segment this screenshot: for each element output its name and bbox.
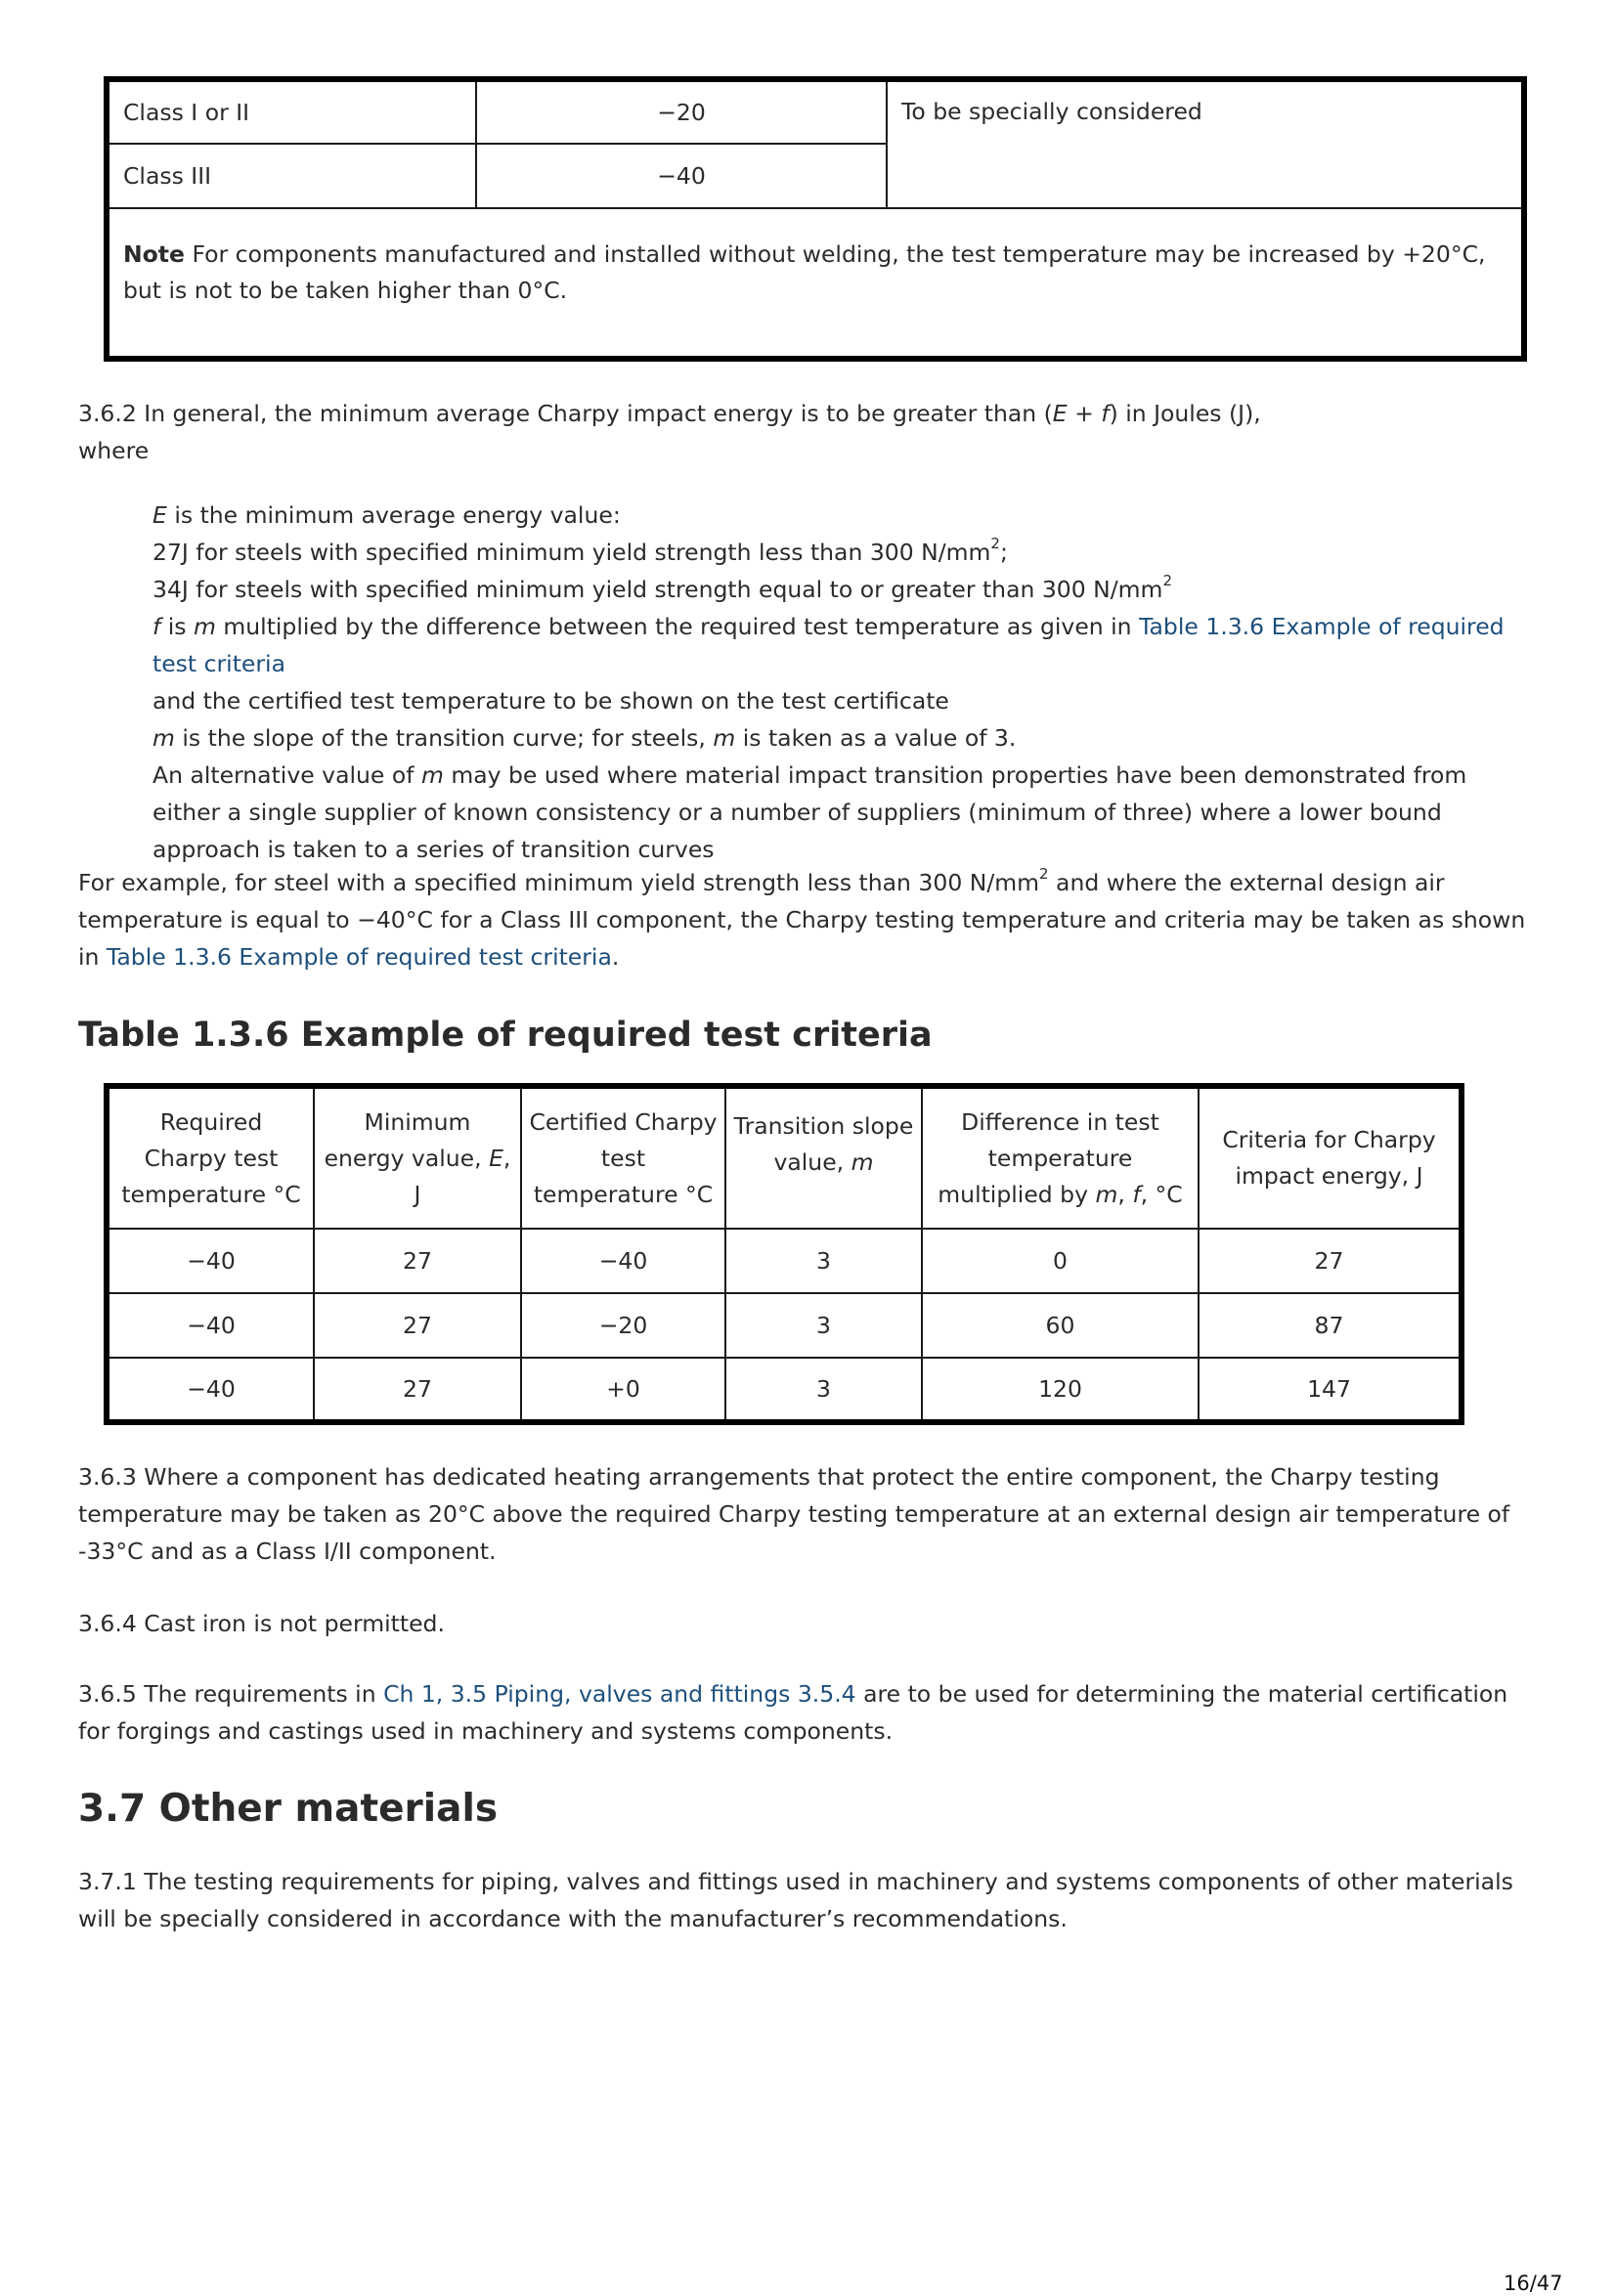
table-row xyxy=(107,1358,1462,1422)
table-cell: 0 xyxy=(922,1229,1199,1293)
table-note-cell xyxy=(107,208,1524,359)
table-row xyxy=(107,1229,1462,1293)
table-title: Table 1.3.6 Example of required test criteria xyxy=(78,1016,933,1055)
definition-alternative-m: An alternative value of m may be used where material impact transition properties have been demonstrated from either a single supplier of known consistency or a number of suppliers (minimum of three) where a lower bound approach is taken to a series of transition curves xyxy=(153,761,1467,863)
class-cell: Class III xyxy=(107,144,476,208)
definition-m: m is the slope of the transition curve; for steels, m is taken as a value of 3. xyxy=(153,724,1017,752)
definition-34j: 34J for steels with specified minimum yield strength equal to or greater than 300 $N/mm^2$ xyxy=(153,572,1172,603)
table-cell: 147 xyxy=(1199,1358,1462,1422)
consideration-cell: To be specially considered xyxy=(887,79,1524,208)
table-cell: −40 xyxy=(521,1229,725,1293)
table-1-3-6-link[interactable]: Table 1.3.6 Example of required test criteria xyxy=(153,613,1505,677)
criteria-table xyxy=(104,1083,1464,1425)
header-minimum-energy: Minimum energy value, E, J xyxy=(314,1086,521,1229)
table-cell: −40 xyxy=(107,1358,314,1422)
paragraph-3-6-4: 3.6.4 Cast iron is not permitted. xyxy=(78,1610,445,1637)
definition-e: E is the minimum average energy value: xyxy=(153,501,621,529)
table-cell: 27 xyxy=(314,1229,521,1293)
table-row xyxy=(107,79,1524,144)
table-cell: −20 xyxy=(521,1293,725,1358)
table-cell: 27 xyxy=(314,1293,521,1358)
note-text: For components manufactured and installed without welding, the test temperature may be increased by +20°C, but is not to be taken higher than 0°C. xyxy=(123,240,1486,304)
paragraph-3-6-5: 3.6.5 The requirements in Ch 1, 3.5 Piping, valves and fittings 3.5.4 are to be used for determining the material certification for forgings and castings used in machinery and systems components. xyxy=(78,1680,1508,1745)
paragraph-3-6-2: 3.6.2 In general, the minimum average Charpy impact energy is to be greater than (E + f) in Joules (J), where xyxy=(78,400,1261,464)
table-1-3-6-link[interactable]: Table 1.3.6 Example of required test criteria xyxy=(106,943,612,971)
table-row xyxy=(107,1293,1462,1358)
table-cell: +0 xyxy=(521,1358,725,1422)
temperature-cell: −40 xyxy=(476,144,887,208)
definitions-list xyxy=(153,497,1541,868)
definition-27j: 27J for steels with specified minimum yield strength less than 300 $N/mm^2$; xyxy=(153,535,1008,566)
definition-f-continued: and the certified test temperature to be shown on the test certificate xyxy=(153,687,949,715)
piping-valves-fittings-link[interactable]: Ch 1, 3.5 Piping, valves and fittings 3.5.4 xyxy=(383,1680,856,1708)
table-cell: 120 xyxy=(922,1358,1199,1422)
page-number: 16/47 xyxy=(1504,2272,1563,2295)
header-certified-temp: Certified Charpy test temperature °C xyxy=(521,1086,725,1229)
definition-f: f is m multiplied by the difference between the required test temperature as given in Table 1.3.6 Example of required test criteria xyxy=(153,613,1505,677)
table-cell: 27 xyxy=(1199,1229,1462,1293)
header-required-temp: Required Charpy test temperature °C xyxy=(107,1086,314,1229)
table-cell: 3 xyxy=(725,1358,922,1422)
class-cell: Class I or II xyxy=(107,79,476,144)
table-cell: −40 xyxy=(107,1293,314,1358)
paragraph-3-6-3: 3.6.3 Where a component has dedicated heating arrangements that protect the entire component, the Charpy testing temperature may be taken as 20°C above the required Charpy testing temperature at an external design air temperature of -33°C and as a Class I/II component. xyxy=(78,1463,1510,1565)
test-temperature-table xyxy=(104,76,1527,362)
temperature-cell: −20 xyxy=(476,79,887,144)
example-paragraph: For example, for steel with a specified minimum yield strength less than 300 $N/mm^2$ and where the external design air temperature is equal to −40°C for a Class III component, the Charpy testing temperature and criteria may be taken as shown in Table 1.3.6 Example of required test criteria. xyxy=(78,865,1526,971)
table-cell: −40 xyxy=(107,1229,314,1293)
header-transition-slope: Transition slope value, m xyxy=(725,1086,922,1229)
table-cell: 3 xyxy=(725,1293,922,1358)
header-criteria: Criteria for Charpy impact energy, J xyxy=(1199,1086,1462,1229)
paragraph-3-7-1: 3.7.1 The testing requirements for piping, valves and fittings used in machinery and systems components of other materials will be specially considered in accordance with the manufacturer’s recommendations. xyxy=(78,1868,1513,1932)
header-difference: Difference in test temperature multiplied by m, f, °C xyxy=(922,1086,1199,1229)
table-note-row xyxy=(107,208,1524,359)
note-label: Note xyxy=(123,240,185,268)
table-cell: 60 xyxy=(922,1293,1199,1358)
table-cell: 87 xyxy=(1199,1293,1462,1358)
table-cell: 27 xyxy=(314,1358,521,1422)
table-header-row xyxy=(107,1086,1462,1229)
table-cell: 3 xyxy=(725,1229,922,1293)
section-heading: 3.7 Other materials xyxy=(78,1787,499,1831)
